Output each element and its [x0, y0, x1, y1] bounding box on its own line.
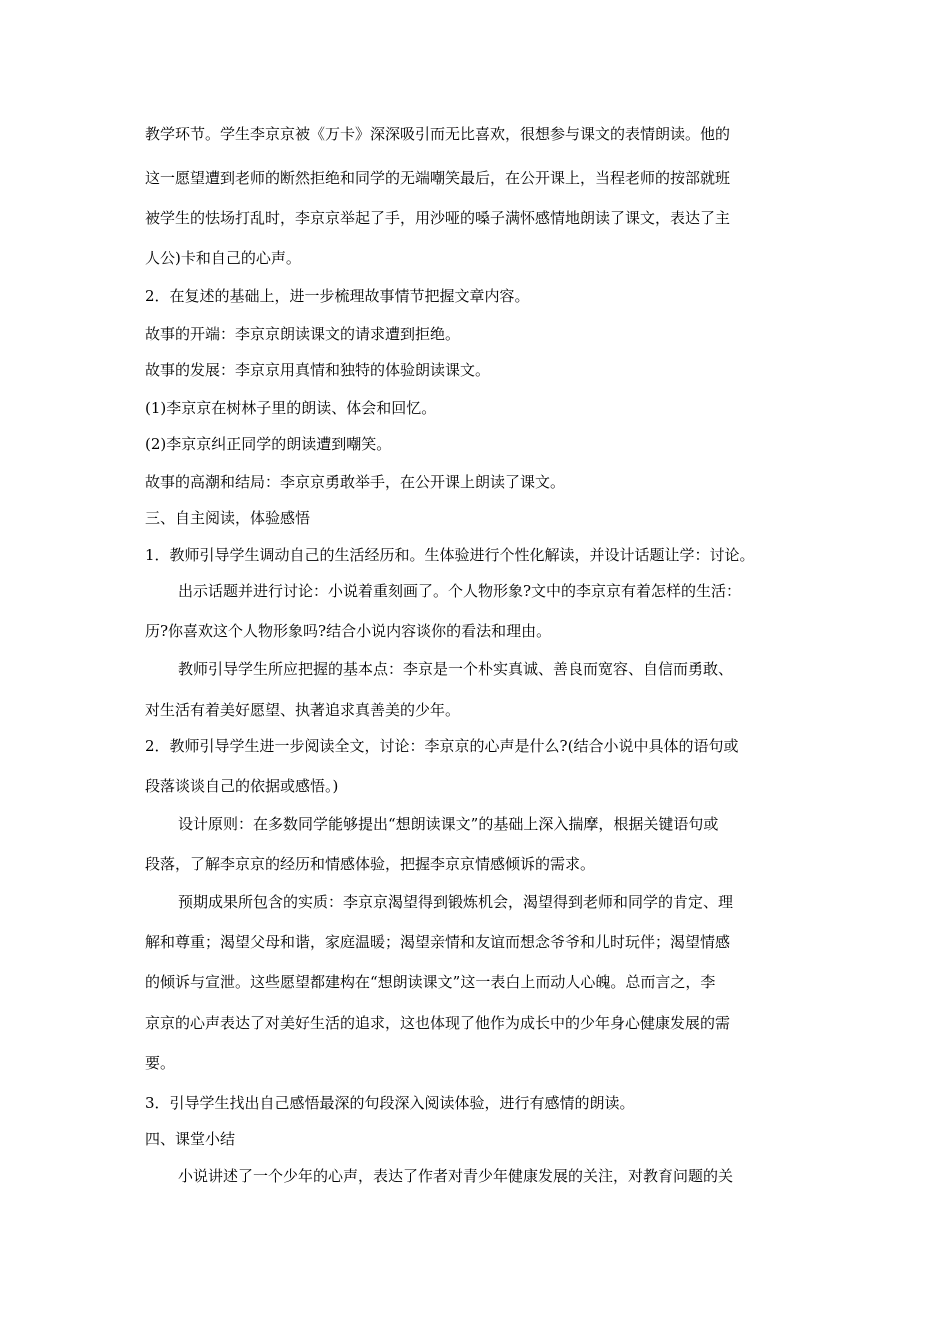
paragraph-line: 设计原则：在多数同学能够提出“想朗读课文”的基础上深入揣摩，根据关键语句或 — [178, 815, 719, 833]
paragraph-line: 历?你喜欢这个人物形象吗?结合小说内容谈你的看法和理由。 — [145, 622, 552, 640]
paragraph-line: 人公)卡和自己的心声。 — [145, 249, 301, 267]
paragraph-line: 故事的开端：李京京朗读课文的请求遭到拒绝。 — [145, 325, 461, 343]
paragraph-line: 故事的发展：李京京用真情和独特的体验朗读课文。 — [145, 361, 491, 379]
paragraph-line: 段落，了解李京京的经历和情感体验，把握李京京情感倾诉的需求。 — [145, 855, 596, 873]
paragraph-line: (2)李京京纠正同学的朗读遭到嘲笑。 — [145, 435, 392, 453]
paragraph-line: 解和尊重；渴望父母和谐，家庭温暖；渴望亲情和友谊而想念爷爷和儿时玩伴；渴望情感 — [145, 933, 731, 951]
paragraph-line: 预期成果所包含的实质：李京京渴望得到锻炼机会，渴望得到老师和同学的肯定、理 — [178, 893, 734, 911]
paragraph-line: 2．在复述的基础上，进一步梳理故事情节把握文章内容。 — [145, 287, 530, 305]
paragraph-line: 要。 — [145, 1054, 176, 1072]
paragraph-line: 段落谈谈自己的依据或感悟。) — [145, 777, 339, 795]
paragraph-line: 对生活有着美好愿望、执著追求真善美的少年。 — [145, 701, 461, 719]
paragraph-line: 这一愿望遭到老师的断然拒绝和同学的无端嘲笑最后，在公开课上，当程老师的按部就班 — [145, 169, 731, 187]
section-heading: 四、课堂小结 — [145, 1130, 236, 1148]
paragraph-line: 被学生的怯场打乱时，李京京举起了手，用沙哑的嗓子满怀感情地朗读了课文，表达了主 — [145, 209, 731, 227]
paragraph-line: 小说讲述了一个少年的心声，表达了作者对青少年健康发展的关注，对教育问题的关 — [178, 1167, 734, 1185]
paragraph-line: 2．教师引导学生进一步阅读全文，讨论：李京京的心声是什么?(结合小说中具体的语句或 — [145, 737, 739, 755]
paragraph-line: 京京的心声表达了对美好生活的追求，这也体现了他作为成长中的少年身心健康发展的需 — [145, 1014, 731, 1032]
paragraph-line: 教学环节。学生李京京被《万卡》深深吸引而无比喜欢，很想参与课文的表情朗读。他的 — [145, 125, 731, 143]
section-heading: 三、自主阅读，体验感悟 — [145, 509, 311, 527]
paragraph-line: 1．教师引导学生调动自己的生活经历和。生体验进行个性化解读，并设计话题让学：讨论。 — [145, 546, 755, 564]
paragraph-line: 教师引导学生所应把握的基本点：李京是一个朴实真诚、善良而宽容、自信而勇敢、 — [178, 660, 734, 678]
paragraph-line: (1)李京京在树林子里的朗读、体会和回忆。 — [145, 399, 437, 417]
paragraph-line: 出示话题并进行讨论：小说着重刻画了。个人物形象?文中的李京京有着怎样的生活： — [178, 582, 742, 600]
paragraph-line: 的倾诉与宣泄。这些愿望都建构在“想朗读课文”这一表白上而动人心魄。总而言之，李 — [145, 973, 716, 991]
paragraph-line: 故事的高潮和结局：李京京勇敢举手，在公开课上朗读了课文。 — [145, 473, 566, 491]
paragraph-line: 3．引导学生找出自己感悟最深的句段深入阅读体验，进行有感情的朗读。 — [145, 1094, 635, 1112]
